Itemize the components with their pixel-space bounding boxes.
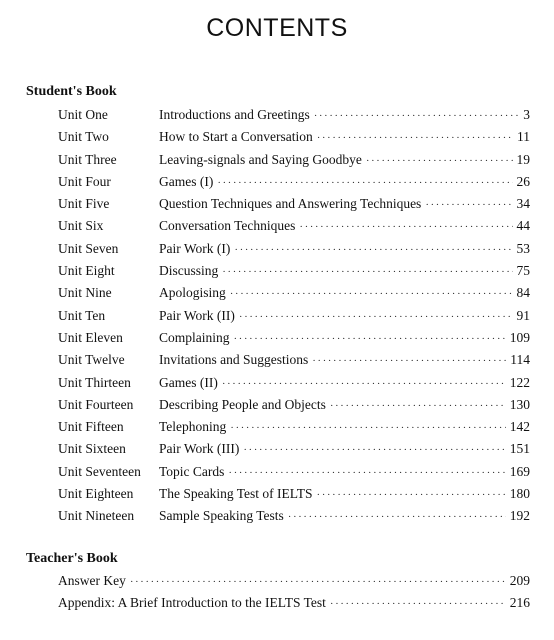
unit-number: Unit Three xyxy=(58,151,117,167)
toc-entry[interactable] xyxy=(0,104,554,126)
unit-title: Question Techniques and Answering Techniques xyxy=(159,196,422,212)
unit-number: Unit Eleven xyxy=(58,329,123,345)
page-number: 169 xyxy=(509,463,530,479)
unit-number: Unit Nineteen xyxy=(58,508,135,524)
unit-title: Complaining xyxy=(159,329,230,345)
toc-entry[interactable] xyxy=(0,416,554,438)
toc-entry[interactable] xyxy=(0,570,554,592)
entry-line xyxy=(159,505,530,528)
page-number: 53 xyxy=(516,240,530,256)
dot-leader xyxy=(314,105,520,127)
item-title: Appendix: A Brief Introduction to the IELTS Test xyxy=(58,595,326,611)
unit-number: Unit Eighteen xyxy=(58,486,134,502)
teachers-book-toc xyxy=(0,570,554,615)
page-number: 11 xyxy=(517,129,530,145)
toc-entry[interactable] xyxy=(0,394,554,416)
page-number: 216 xyxy=(509,595,530,611)
page-number: 130 xyxy=(509,396,530,412)
entry-line xyxy=(159,349,530,372)
page-number: 34 xyxy=(516,196,530,212)
unit-number: Unit Four xyxy=(58,173,111,189)
unit-title: Pair Work (III) xyxy=(159,441,240,457)
page-number: 122 xyxy=(509,374,530,390)
unit-number: Unit Thirteen xyxy=(58,374,131,390)
dot-leader xyxy=(317,484,506,506)
unit-number: Unit One xyxy=(58,107,108,122)
dot-leader xyxy=(312,350,506,372)
toc-entry[interactable] xyxy=(0,505,554,527)
toc-entry[interactable] xyxy=(0,171,554,193)
page-number: 91 xyxy=(516,307,530,323)
unit-title: Conversation Techniques xyxy=(159,218,296,234)
entry-line xyxy=(159,461,530,484)
dot-leader xyxy=(230,283,513,305)
toc-entry[interactable] xyxy=(0,238,554,260)
page-number: 84 xyxy=(516,285,530,301)
unit-number: Unit Two xyxy=(58,129,109,145)
dot-leader xyxy=(130,571,506,593)
dot-leader xyxy=(288,506,506,528)
unit-title: Describing People and Objects xyxy=(159,396,326,412)
toc-entry[interactable] xyxy=(0,193,554,215)
entry-line xyxy=(159,372,530,395)
entry-line xyxy=(159,193,530,216)
unit-number: Unit Nine xyxy=(58,285,112,301)
entry-line xyxy=(159,438,530,461)
unit-title: Games (I) xyxy=(159,173,214,189)
page-number: 26 xyxy=(516,173,530,189)
unit-title: Invitations and Suggestions xyxy=(159,352,309,368)
students-book-toc xyxy=(0,104,554,528)
dot-leader xyxy=(366,150,513,172)
unit-title: Games (II) xyxy=(159,374,218,390)
teachers-book-heading: Teacher's Book xyxy=(26,551,118,566)
entry-line xyxy=(159,282,530,305)
page-number: 151 xyxy=(509,441,530,457)
unit-title: Discussing xyxy=(159,263,219,279)
item-title: Answer Key xyxy=(58,573,126,588)
dot-leader xyxy=(222,373,506,395)
toc-entry[interactable] xyxy=(0,327,554,349)
unit-title: Telephoning xyxy=(159,419,227,435)
entry-line xyxy=(159,305,530,328)
entry-line xyxy=(159,126,530,149)
dot-leader xyxy=(299,216,512,238)
unit-title: Topic Cards xyxy=(159,463,225,479)
page-number: 19 xyxy=(516,151,530,167)
students-book-heading: Student's Book xyxy=(26,84,117,99)
unit-number: Unit Twelve xyxy=(58,352,125,368)
dot-leader xyxy=(230,417,505,439)
toc-entry[interactable] xyxy=(0,215,554,237)
toc-entry[interactable] xyxy=(0,372,554,394)
dot-leader xyxy=(330,395,506,417)
unit-number: Unit Seven xyxy=(58,240,119,256)
unit-title: Pair Work (II) xyxy=(159,307,235,323)
unit-title: The Speaking Test of IELTS xyxy=(159,486,313,502)
toc-entry[interactable] xyxy=(0,349,554,371)
unit-number: Unit Five xyxy=(58,196,110,212)
toc-entry[interactable] xyxy=(0,483,554,505)
dot-leader xyxy=(217,172,512,194)
entry-line xyxy=(159,260,530,283)
entry-line xyxy=(58,570,530,593)
dot-leader xyxy=(425,194,512,216)
unit-number: Unit Fourteen xyxy=(58,396,134,412)
toc-entry[interactable] xyxy=(0,461,554,483)
unit-number: Unit Ten xyxy=(58,307,106,323)
dot-leader xyxy=(228,462,505,484)
entry-line xyxy=(159,149,530,172)
entry-line xyxy=(159,171,530,194)
unit-number: Unit Six xyxy=(58,218,104,234)
toc-entry[interactable] xyxy=(0,438,554,460)
entry-line xyxy=(159,416,530,439)
toc-entry[interactable] xyxy=(0,305,554,327)
toc-entry[interactable] xyxy=(0,282,554,304)
unit-title: Pair Work (I) xyxy=(159,240,231,256)
entry-line xyxy=(159,483,530,506)
toc-entry[interactable] xyxy=(0,260,554,282)
unit-title: Sample Speaking Tests xyxy=(159,508,284,524)
unit-number: Unit Eight xyxy=(58,263,115,279)
page-number: 180 xyxy=(509,486,530,502)
dot-leader xyxy=(234,239,512,261)
page-number: 3 xyxy=(523,107,530,122)
toc-entry[interactable] xyxy=(0,592,554,614)
page-title: CONTENTS xyxy=(206,14,348,42)
page-number: 192 xyxy=(509,508,530,524)
entry-line xyxy=(58,592,530,615)
page-number: 142 xyxy=(509,419,530,435)
entry-line xyxy=(159,394,530,417)
dot-leader xyxy=(222,261,512,283)
entry-line xyxy=(159,104,530,127)
unit-number: Unit Fifteen xyxy=(58,419,124,435)
page-number: 109 xyxy=(509,329,530,345)
toc-entry[interactable] xyxy=(0,126,554,148)
entry-line xyxy=(159,215,530,238)
toc-entry[interactable] xyxy=(0,149,554,171)
unit-number: Unit Seventeen xyxy=(58,463,141,479)
unit-title: Apologising xyxy=(159,285,226,301)
unit-title: Leaving-signals and Saying Goodbye xyxy=(159,151,362,167)
entry-line xyxy=(159,238,530,261)
unit-number: Unit Sixteen xyxy=(58,441,126,457)
dot-leader xyxy=(243,439,505,461)
unit-title: Introductions and Greetings xyxy=(159,107,310,122)
unit-title: How to Start a Conversation xyxy=(159,129,313,145)
page-number: 114 xyxy=(510,352,530,368)
dot-leader xyxy=(330,593,506,615)
page-number: 209 xyxy=(509,573,530,588)
dot-leader xyxy=(317,127,513,149)
page-number: 75 xyxy=(516,263,530,279)
dot-leader xyxy=(234,328,506,350)
dot-leader xyxy=(239,306,513,328)
page-number: 44 xyxy=(516,218,530,234)
entry-line xyxy=(159,327,530,350)
